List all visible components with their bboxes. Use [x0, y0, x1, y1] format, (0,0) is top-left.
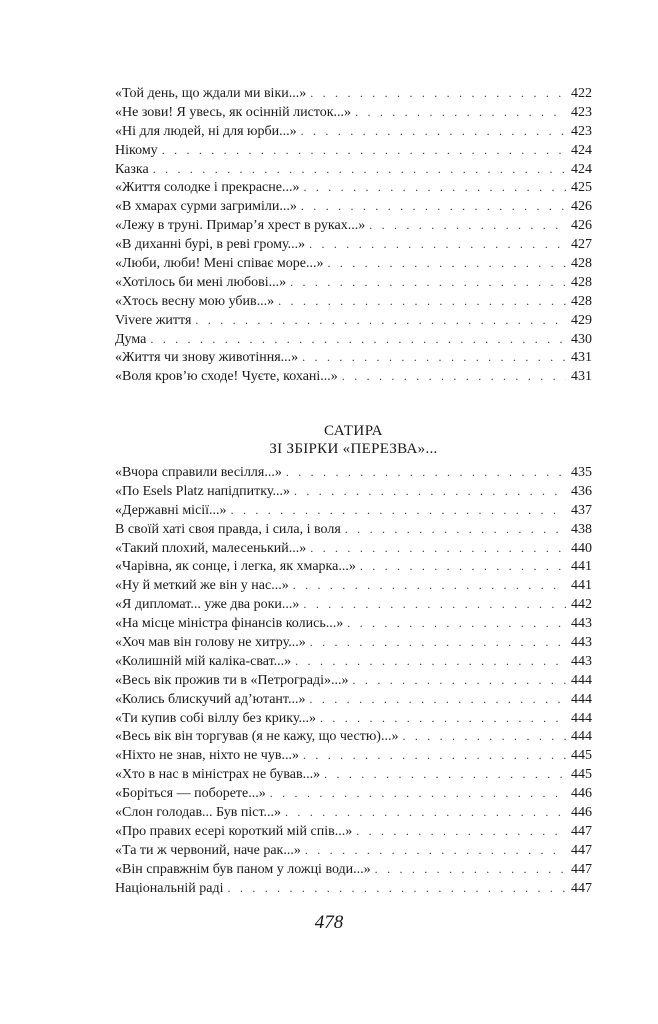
- toc-entry-page: 445: [571, 767, 592, 783]
- toc-entry: [115, 765, 592, 784]
- dot-leader: [305, 841, 566, 860]
- dot-leader: [303, 746, 566, 765]
- dot-leader: [290, 273, 566, 292]
- dot-leader: [153, 160, 566, 179]
- dot-leader: [231, 501, 566, 520]
- dot-leader: [310, 633, 566, 652]
- toc-entry-title: Vivere життя: [115, 312, 192, 328]
- dot-leader: [294, 482, 566, 501]
- toc-entry: [115, 348, 592, 367]
- toc-entry-title: «Весь вік він торгував (я не кажу, що честю)...»: [115, 729, 399, 745]
- toc-entry-title: «Він справжнім був паном у ложці води...»: [115, 861, 371, 877]
- dot-leader: [295, 652, 566, 671]
- toc-entry-title: «Життя солодке і прекрасне...»: [115, 180, 300, 196]
- toc-entry-title: «Люби, люби! Мені співає море...»: [115, 256, 324, 272]
- toc-entry-title: «По Esels Platz напідпитку...»: [115, 483, 290, 499]
- toc-entry: [115, 784, 592, 803]
- dot-leader: [309, 235, 566, 254]
- toc-entry-title: «Не зови! Я увесь, як осінній листок...»: [115, 104, 352, 120]
- toc-entry: [115, 860, 592, 879]
- toc-entry: [115, 501, 592, 520]
- dot-leader: [310, 539, 566, 558]
- toc-entry-page: 441: [571, 578, 592, 594]
- toc-entry-title: «Весь вік прожив ти в «Петрограді»...»: [115, 672, 349, 688]
- toc-entry-page: 443: [571, 616, 592, 632]
- toc-entry: [115, 235, 592, 254]
- toc-entry-title: «Лежу в труні. Примар’я хрест в руках...»: [115, 218, 366, 234]
- toc-entry-page: 426: [571, 199, 592, 215]
- toc-entry-page: 444: [571, 691, 592, 707]
- toc-entry-title: «Ну й меткий же він у нас...»: [115, 578, 289, 594]
- toc-entry-page: 429: [571, 312, 592, 328]
- section-title: САТИРА: [323, 423, 384, 439]
- dot-leader: [356, 822, 566, 841]
- dot-leader: [320, 709, 566, 728]
- dot-leader: [302, 348, 566, 367]
- toc-entry: [115, 746, 592, 765]
- toc-entry-title: «Ти купив собі віллу без крику...»: [115, 710, 316, 726]
- dot-leader: [195, 311, 566, 330]
- toc-entry: [115, 576, 592, 595]
- toc-entry-title: «Воля кров’ю сходе! Чуєте, кохані...»: [115, 369, 338, 385]
- toc-entry: [115, 690, 592, 709]
- toc-entry-page: 435: [571, 465, 592, 480]
- toc-entry-title: «В диханні бурі, в реві грому...»: [115, 237, 306, 253]
- toc-entry-title: «Хто в нас в міністрах не бував...»: [115, 767, 321, 783]
- dot-leader: [293, 576, 566, 595]
- toc-entry-title: Казка: [115, 161, 149, 177]
- toc-entry-title: «Боріться — поборете...»: [115, 786, 266, 802]
- toc-entry-page: 444: [571, 729, 592, 745]
- toc-entry-page: 428: [571, 256, 592, 272]
- toc-entry-page: 426: [571, 218, 592, 234]
- toc-entry-page: 425: [571, 180, 592, 196]
- toc-entry-page: 444: [571, 710, 592, 726]
- toc-entry-page: 424: [571, 161, 592, 177]
- toc-entry: [115, 122, 592, 141]
- toc-entry-title: В своїй хаті своя правда, і сила, і воля: [115, 521, 341, 537]
- toc-entry-page: 423: [571, 123, 592, 139]
- toc-entry: [115, 822, 592, 841]
- toc-entry-page: 427: [571, 237, 592, 253]
- toc-entry: [115, 803, 592, 822]
- toc-entry: [115, 254, 592, 273]
- toc-entry-title: «Ніхто не знав, ніхто не чув...»: [115, 748, 299, 764]
- toc-entry: [115, 539, 592, 558]
- toc-entry-page: 446: [571, 805, 592, 821]
- dot-leader: [228, 879, 566, 898]
- toc-entry-title: Дума: [115, 331, 147, 347]
- dot-leader: [353, 671, 566, 690]
- toc-entry-title: Національній раді: [115, 880, 224, 896]
- toc-entry: [115, 652, 592, 671]
- toc-entry-title: «Державні місії...»: [115, 502, 227, 518]
- toc-entry-title: «В хмарах сурми загриміли...»: [115, 199, 297, 215]
- toc-entry-title: «Життя чи знову животіння...»: [115, 350, 299, 366]
- dot-leader: [303, 178, 566, 197]
- dot-leader: [303, 595, 566, 614]
- toc-list-poems: [115, 84, 592, 386]
- dot-leader: [162, 141, 566, 160]
- toc-entry-page: 447: [571, 842, 592, 858]
- toc-entry-page: 431: [571, 369, 592, 385]
- toc-entry: [115, 311, 592, 330]
- toc-entry: [115, 614, 592, 633]
- toc-entry: [115, 216, 592, 235]
- toc-entry: [115, 482, 592, 501]
- toc-entry-title: «Той день, що ждали ми віки...»: [115, 86, 307, 101]
- dot-leader: [375, 860, 566, 879]
- toc-entry-title: «Хотілось би мені любові...»: [115, 274, 287, 290]
- toc-entry: [115, 160, 592, 179]
- toc-entry: [115, 103, 592, 122]
- toc-entry-title: «На місце міністра фінансів колись...»: [115, 616, 344, 632]
- toc-entry-page: 445: [571, 748, 592, 764]
- dot-leader: [270, 784, 566, 803]
- dot-leader: [150, 330, 566, 349]
- toc-entry: [115, 520, 592, 539]
- toc-entry-page: 446: [571, 786, 592, 802]
- toc-entry-page: 443: [571, 635, 592, 651]
- toc-list-satire: [115, 463, 592, 897]
- dot-leader: [347, 614, 566, 633]
- toc-entry: [115, 557, 592, 576]
- toc-entry: [115, 727, 592, 746]
- section-subtitle: ЗІ ЗБІРКИ «ПЕРЕЗВА»...: [269, 441, 438, 457]
- dot-leader: [369, 216, 566, 235]
- dot-leader: [342, 367, 566, 386]
- toc-entry-title: «Такий плохий, малесенький...»: [115, 540, 307, 556]
- toc-entry: [115, 84, 592, 103]
- toc-entry-page: 423: [571, 104, 592, 120]
- toc-entry: [115, 292, 592, 311]
- toc-entry-title: «Вчора справили весілля...»: [115, 465, 282, 480]
- toc-entry: [115, 595, 592, 614]
- toc-entry-page: 442: [571, 597, 592, 613]
- toc-entry-title: «Чарівна, як сонце, і легка, як хмарка...»: [115, 559, 356, 575]
- dot-leader: [345, 520, 566, 539]
- dot-leader: [360, 557, 566, 576]
- toc-entry-title: «Про правих есері короткий мій спів...»: [115, 823, 353, 839]
- toc-entry-title: «Та ти ж червоний, наче рак...»: [115, 842, 301, 858]
- dot-leader: [402, 727, 566, 746]
- toc-entry-page: 441: [571, 559, 592, 575]
- toc-entry-page: 436: [571, 483, 592, 499]
- toc-entry-page: 428: [571, 274, 592, 290]
- toc-entry: [115, 879, 592, 898]
- toc-entry: [115, 197, 592, 216]
- toc-entry-page: 440: [571, 540, 592, 556]
- toc-entry-page: 424: [571, 142, 592, 158]
- toc-entry-page: 447: [571, 823, 592, 839]
- toc-entry-page: 422: [571, 86, 592, 101]
- dot-leader: [309, 690, 566, 709]
- page-number: 478: [314, 912, 344, 933]
- dot-leader: [310, 84, 566, 103]
- toc-entry-page: 444: [571, 672, 592, 688]
- toc-entry-page: 447: [571, 861, 592, 877]
- toc-entry-page: 431: [571, 350, 592, 366]
- dot-leader: [355, 103, 566, 122]
- toc-entry: [115, 178, 592, 197]
- toc-entry-page: 438: [571, 521, 592, 537]
- dot-leader: [301, 122, 566, 141]
- dot-leader: [327, 254, 566, 273]
- toc-entry: [115, 141, 592, 160]
- toc-entry-title: «Слон голодав... Був піст...»: [115, 805, 282, 821]
- toc-entry-page: 428: [571, 293, 592, 309]
- toc-entry-title: «Колись блискучий ад’ютант...»: [115, 691, 306, 707]
- toc-entry: [115, 633, 592, 652]
- toc-entry: [115, 330, 592, 349]
- toc-entry-title: «Я дипломат... уже два роки...»: [115, 597, 300, 613]
- toc-entry-page: 437: [571, 502, 592, 518]
- dot-leader: [324, 765, 566, 784]
- toc-entry-title: «Колишній мій каліка-сват...»: [115, 653, 292, 669]
- toc-entry-page: 430: [571, 331, 592, 347]
- toc-entry: [115, 841, 592, 860]
- dot-leader: [286, 463, 566, 482]
- toc-entry: [115, 273, 592, 292]
- toc-entry: [115, 367, 592, 386]
- toc-entry-page: 443: [571, 653, 592, 669]
- toc-entry-title: Нікому: [115, 142, 158, 158]
- dot-leader: [278, 292, 566, 311]
- dot-leader: [301, 197, 566, 216]
- toc-entry: [115, 671, 592, 690]
- toc-entry-title: «Хтось весну мою убив...»: [115, 293, 275, 309]
- toc-entry: [115, 463, 592, 482]
- toc-entry-title: «Хоч мав він голову не хитру...»: [115, 635, 306, 651]
- toc-entry-title: «Ні для людей, ні для юрби...»: [115, 123, 297, 139]
- dot-leader: [285, 803, 566, 822]
- toc-entry-page: 447: [571, 880, 592, 896]
- toc-entry: [115, 709, 592, 728]
